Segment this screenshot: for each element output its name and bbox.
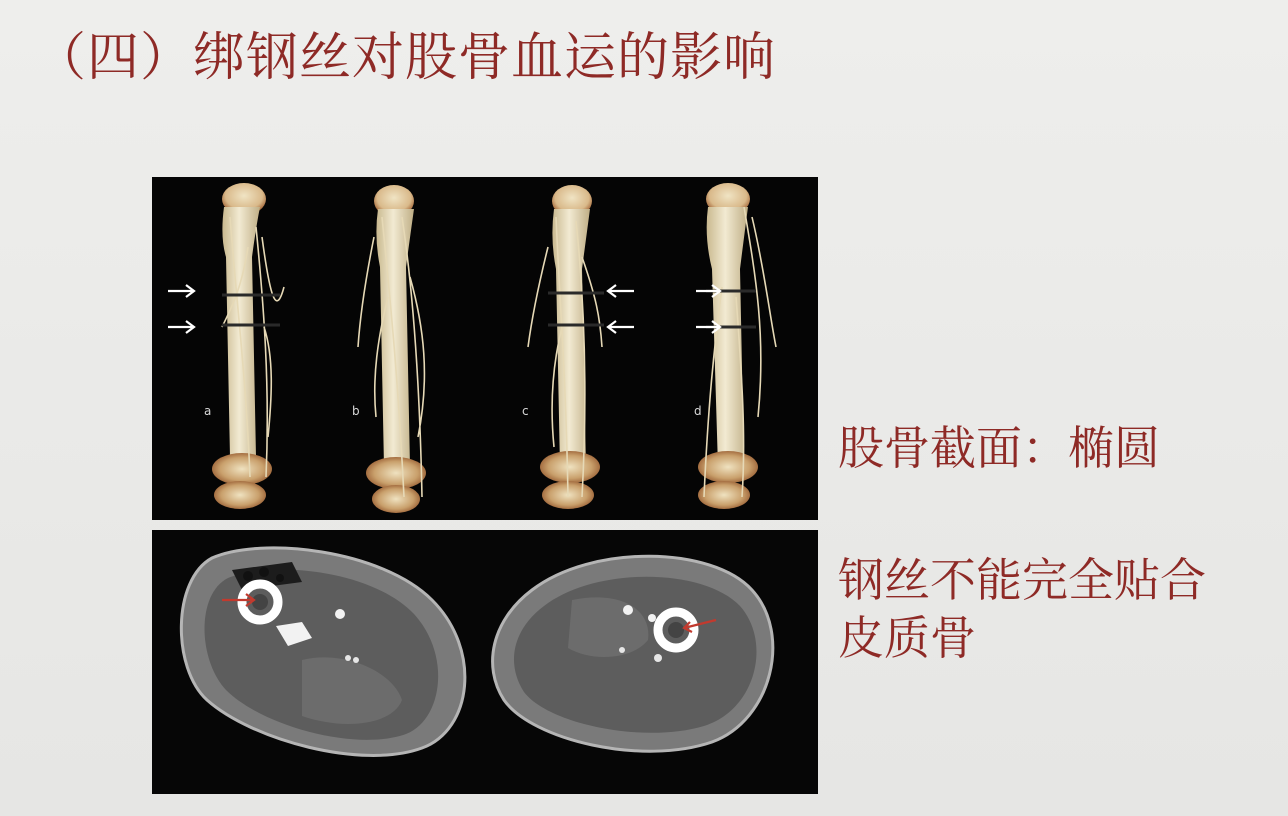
cross-section-right	[493, 556, 773, 751]
ct-cross-section-figure	[152, 530, 818, 794]
wire-note-line2: 皮质骨	[838, 611, 976, 665]
wire-note-line1: 钢丝不能完全贴合	[838, 553, 1206, 607]
femur-renderings	[152, 177, 818, 520]
panel-label-a: a	[204, 404, 212, 418]
panel-label-c: c	[522, 404, 529, 418]
wire-arrow-icon	[168, 285, 194, 333]
panel-label-b: b	[352, 404, 360, 418]
femur-panel-a	[168, 183, 284, 509]
femur-panel-b	[352, 185, 426, 513]
cross-section-note: 股骨截面：椭圆	[838, 421, 1160, 475]
ct-angiography-figure	[152, 177, 818, 520]
femur-panel-d	[694, 183, 776, 509]
panel-label-d: d	[694, 404, 702, 418]
wire-arrow-icon	[608, 285, 634, 333]
thigh-cross-sections	[152, 530, 818, 794]
slide-title: （四）绑钢丝对股骨血运的影响	[34, 28, 777, 88]
femur-panel-c	[522, 185, 634, 509]
cross-section-left	[181, 548, 465, 756]
